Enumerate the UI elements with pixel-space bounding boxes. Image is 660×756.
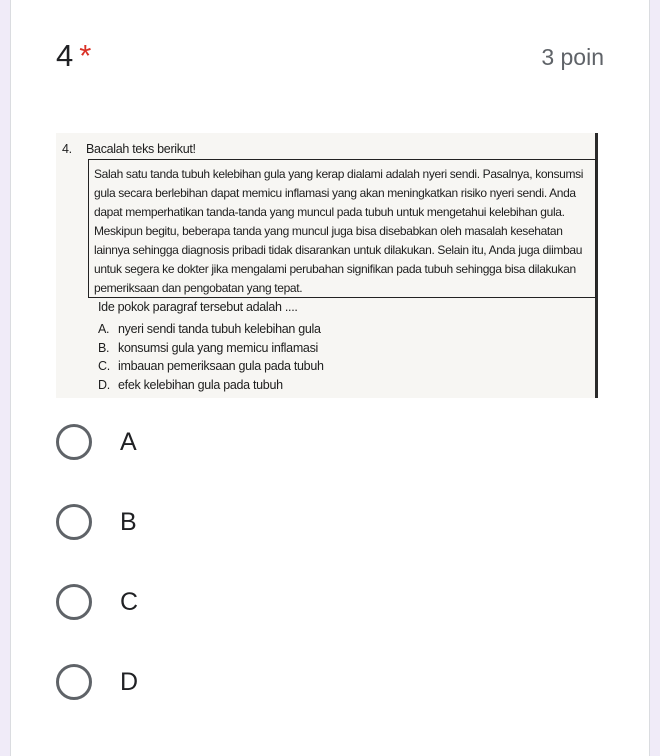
option-a[interactable] <box>56 418 138 498</box>
image-question-number: 4. <box>62 142 72 156</box>
option-label[interactable]: C <box>120 588 139 616</box>
passage-line: untuk segera ke dokter jika mengalami perubahan signifikan pada tubuh sehingga bisa dilakukan <box>94 262 576 276</box>
image-choice: A. nyeri sendi tanda tubuh kelebihan gula <box>98 322 321 336</box>
passage-box <box>88 159 596 298</box>
question-image <box>56 133 598 398</box>
option-label[interactable]: D <box>120 668 139 696</box>
image-choices <box>98 320 324 394</box>
image-instruction-text: Bacalah teks berikut! <box>86 142 196 156</box>
question-title <box>56 38 91 74</box>
passage-line: lainnya sehingga diagnosis pribadi tidak disarankan untuk dilakukan. Selain itu, Anda juga diimbau <box>94 243 583 257</box>
answer-options <box>56 418 138 738</box>
image-instruction <box>62 142 196 156</box>
passage-line: Salah satu tanda tubuh kelebihan gula yang kerap dialami adalah nyeri sendi. Pasalnya, konsumsi <box>94 167 584 181</box>
passage-line: pemeriksaan dan pengobatan yang tepat. <box>94 281 303 295</box>
passage-line: gula secara berlebihan dapat memicu inflamasi yang akan meningkatkan risiko nyeri sendi. Anda <box>94 186 576 200</box>
image-choice: C. imbauan pemeriksaan gula pada tubuh <box>98 359 324 373</box>
image-choice: D. efek kelebihan gula pada tubuh <box>98 377 283 392</box>
radio-button-a[interactable] <box>56 424 92 460</box>
option-label[interactable]: A <box>120 428 137 456</box>
passage-line: dapat memperhatikan tanda-tanda yang muncul pada tubuh untuk mengetahui kelebihan gula. <box>94 205 565 219</box>
image-prompt: Ide pokok paragraf tersebut adalah .... <box>98 300 298 314</box>
radio-button-b[interactable] <box>56 504 92 540</box>
radio-button-c[interactable] <box>56 584 92 620</box>
question-card <box>10 0 650 756</box>
option-b[interactable] <box>56 498 138 578</box>
option-c[interactable] <box>56 578 138 658</box>
image-choice: B. konsumsi gula yang memicu inflamasi <box>98 340 319 355</box>
option-label[interactable]: B <box>120 508 137 536</box>
passage-line: Meskipun begitu, beberapa tanda yang muncul juga bisa disebabkan oleh masalah kesehatan <box>94 224 563 238</box>
radio-button-d[interactable] <box>56 664 92 700</box>
required-asterisk: * <box>79 38 92 73</box>
question-number: 4 <box>56 38 74 73</box>
points-label: 3 poin <box>541 44 604 70</box>
option-d[interactable] <box>56 658 138 738</box>
